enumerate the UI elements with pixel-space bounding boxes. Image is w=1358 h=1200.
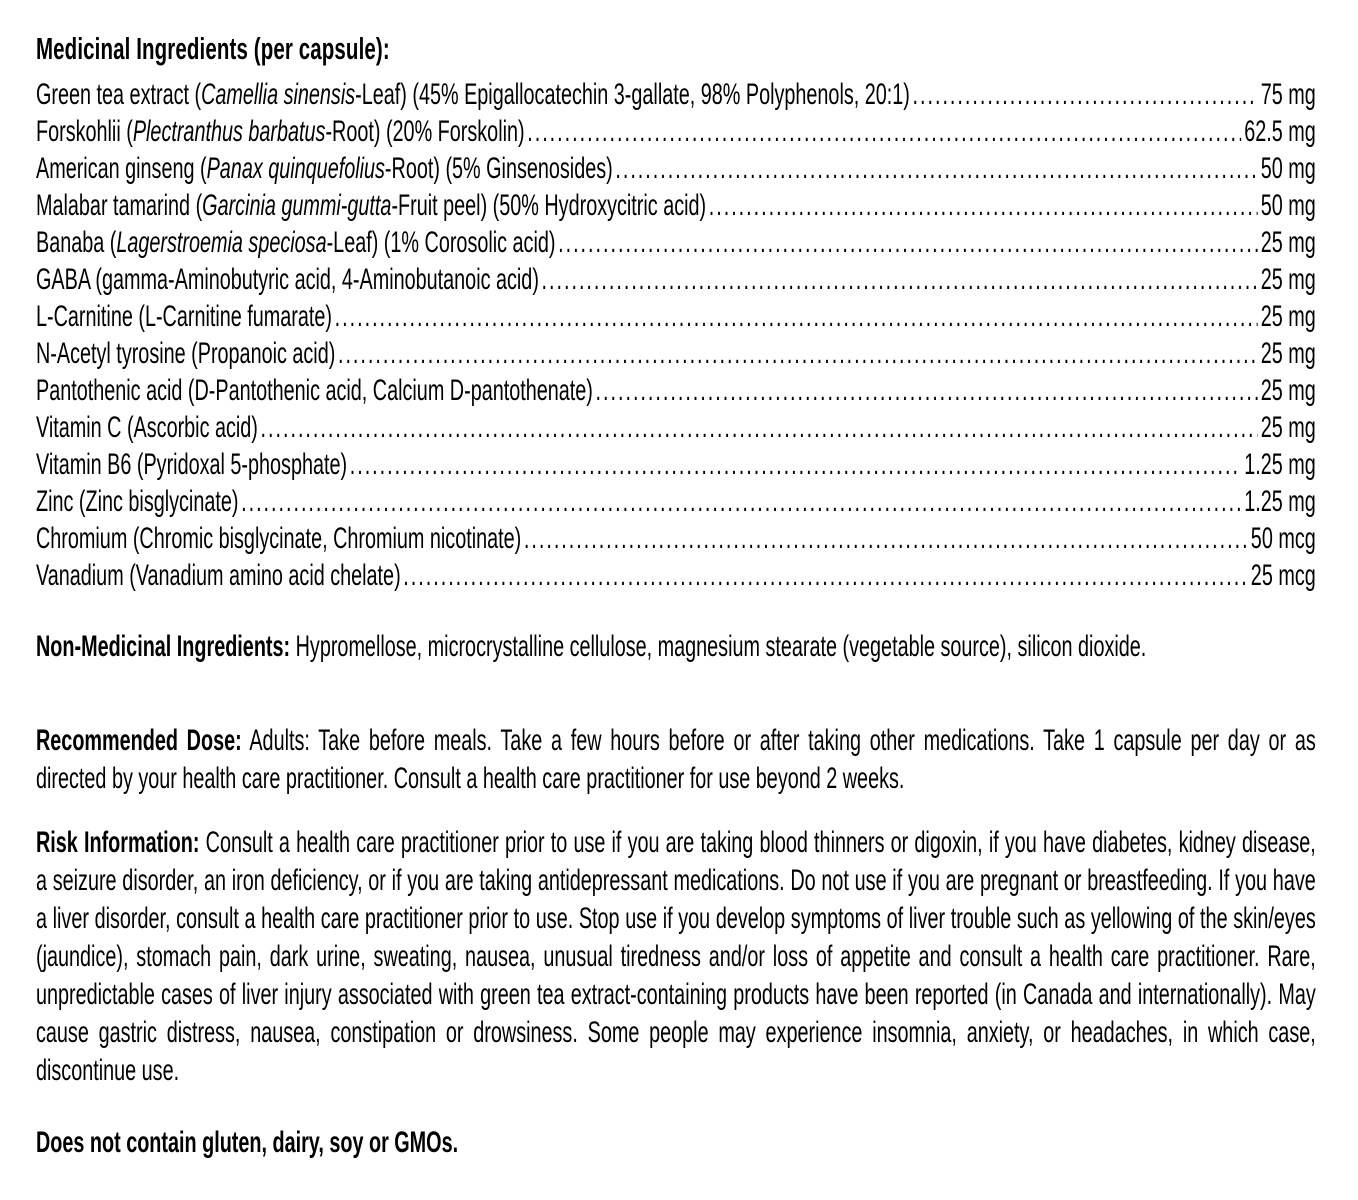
ingredient-amount: 62.5 mg xyxy=(1244,115,1316,148)
ingredient-amount: 25 mg xyxy=(1260,337,1316,370)
ingredient-row xyxy=(36,335,1316,372)
dotted-leader xyxy=(350,446,1241,483)
ingredient-name: Banaba (Lagerstroemia speciosa-Leaf) (1% Corosolic acid) xyxy=(36,226,556,259)
ingredient-row xyxy=(36,261,1316,298)
ingredient-amount: 50 mg xyxy=(1260,152,1316,185)
dotted-leader xyxy=(709,187,1258,224)
ingredient-amount: 25 mcg xyxy=(1250,559,1316,592)
ingredient-name: Green tea extract (Camellia sinensis-Leaf) (45% Epigallocatechin 3-gallate, 98% Polyphenols, 20:1) xyxy=(36,78,910,111)
ingredient-row xyxy=(36,187,1316,224)
non-medicinal-paragraph xyxy=(36,628,1316,666)
ingredient-name: American ginseng (Panax quinquefolius-Root) (5% Ginsenosides) xyxy=(36,152,613,185)
ingredient-row xyxy=(36,557,1316,594)
risk-information-label: Risk Information: xyxy=(36,826,200,859)
ingredient-amount: 50 mg xyxy=(1260,189,1316,222)
risk-information-text: Consult a health care practitioner prior to use if you are taking blood thinners or digoxin, if you have diabetes, kidney disease, a seizure disorder, an iron deficiency, or if you are taking antidepressant medications. Do not use if you are pregnant or breastfeeding. If you have a liver disorder, consult a health care practitioner prior to use. Stop use if you develop symptoms of liver trouble such as yellowing of the skin/eyes (jaundice), stomach pain, dark urine, sweating, nausea, unusual tiredness and/or loss of appetite and consult a health care practitioner. Rare, unpredictable cases of liver injury associated with green tea extract-containing products have been reported (in Canada and internationally). May cause gastric distress, nausea, constipation or drowsiness. Some people may experience insomnia, anxiety, or headaches, in which case, discontinue use. xyxy=(36,826,1316,1087)
ingredient-row xyxy=(36,409,1316,446)
ingredient-row xyxy=(36,150,1316,187)
ingredient-name: L-Carnitine (L-Carnitine fumarate) xyxy=(36,300,333,333)
recommended-dose-text: Adults: Take before meals. Take a few hours before or after taking other medications. Take 1 capsule per day or as directed by your health care practitioner. Consult a health care practitioner for use beyond 2 weeks. xyxy=(36,724,1316,795)
ingredient-name: Zinc (Zinc bisglycinate) xyxy=(36,485,239,518)
does-not-contain-statement: Does not contain gluten, dairy, soy or GMOs. xyxy=(36,1126,459,1159)
dotted-leader xyxy=(335,298,1258,335)
ingredient-list xyxy=(36,76,1316,594)
non-medicinal-label: Non-Medicinal Ingredients: xyxy=(36,630,291,663)
dotted-leader xyxy=(403,557,1247,594)
ingredient-row xyxy=(36,298,1316,335)
ingredient-name: N-Acetyl tyrosine (Propanoic acid) xyxy=(36,337,336,370)
ingredient-name: Malabar tamarind (Garcinia gummi-gutta-Fruit peel) (50% Hydroxycitric acid) xyxy=(36,189,707,222)
risk-information-paragraph xyxy=(36,824,1316,1090)
dotted-leader xyxy=(596,372,1258,409)
ingredient-amount: 25 mg xyxy=(1260,226,1316,259)
ingredient-row xyxy=(36,76,1316,113)
ingredient-amount: 25 mg xyxy=(1260,300,1316,333)
ingredient-name: GABA (gamma-Aminobutyric acid, 4-Aminobutanoic acid) xyxy=(36,263,539,296)
ingredient-row xyxy=(36,372,1316,409)
ingredient-amount: 1.25 mg xyxy=(1244,485,1316,518)
dotted-leader xyxy=(241,483,1241,520)
dotted-leader xyxy=(542,261,1258,298)
ingredient-name: Vitamin B6 (Pyridoxal 5-phosphate) xyxy=(36,448,348,481)
ingredient-name: Vitamin C (Ascorbic acid) xyxy=(36,411,258,444)
ingredient-name: Chromium (Chromic bisglycinate, Chromium nicotinate) xyxy=(36,522,522,555)
ingredient-name: Forskohlii (Plectranthus barbatus-Root) (20% Forskolin) xyxy=(36,115,525,148)
ingredient-row xyxy=(36,446,1316,483)
dotted-leader xyxy=(558,224,1257,261)
ingredient-amount: 50 mcg xyxy=(1250,522,1316,555)
dotted-leader xyxy=(527,113,1241,150)
dotted-leader xyxy=(338,335,1257,372)
ingredient-amount: 25 mg xyxy=(1260,374,1316,407)
non-medicinal-text: Hypromellose, microcrystalline cellulose, magnesium stearate (vegetable source), silicon dioxide. xyxy=(295,630,1147,663)
ingredient-amount: 25 mg xyxy=(1260,263,1316,296)
ingredient-amount: 25 mg xyxy=(1260,411,1316,444)
ingredient-row xyxy=(36,520,1316,557)
medicinal-ingredients-heading: Medicinal Ingredients (per capsule): xyxy=(36,31,390,66)
ingredient-amount: 75 mg xyxy=(1260,78,1316,111)
ingredient-amount: 1.25 mg xyxy=(1244,448,1316,481)
dotted-leader xyxy=(524,520,1248,557)
ingredient-row xyxy=(36,113,1316,150)
label-content xyxy=(36,30,1316,1162)
dotted-leader xyxy=(261,409,1258,446)
recommended-dose-paragraph xyxy=(36,722,1316,798)
ingredient-name: Vanadium (Vanadium amino acid chelate) xyxy=(36,559,401,592)
ingredient-row xyxy=(36,483,1316,520)
ingredient-row xyxy=(36,224,1316,261)
recommended-dose-label: Recommended Dose: xyxy=(36,724,242,757)
ingredient-name: Pantothenic acid (D-Pantothenic acid, Calcium D-pantothenate) xyxy=(36,374,593,407)
dotted-leader xyxy=(615,150,1257,187)
dotted-leader xyxy=(913,76,1258,113)
